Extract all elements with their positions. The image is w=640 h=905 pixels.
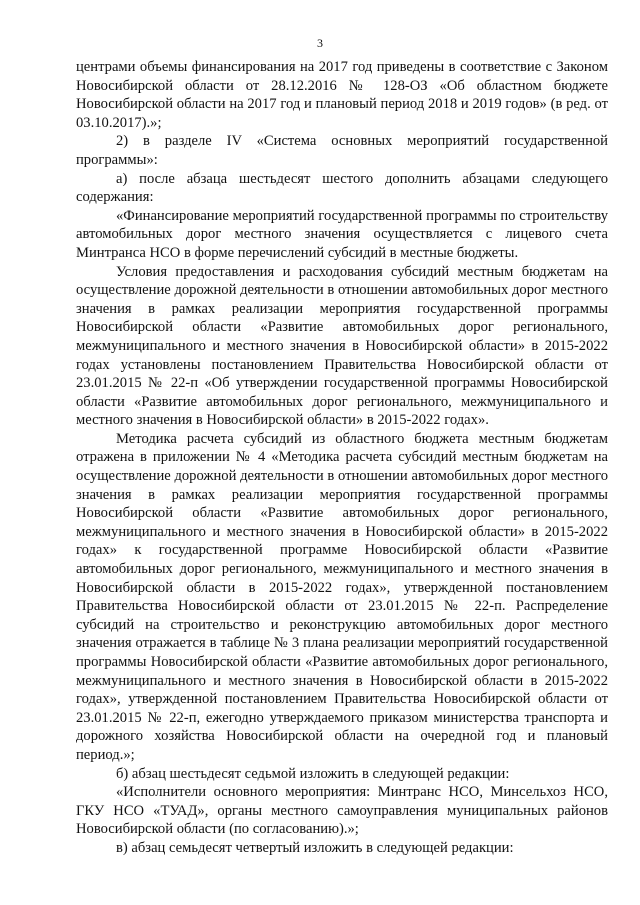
document-body [76,58,608,858]
paragraph-subsidy-conditions: Условия предоставления и расходования субсидий местным бюджетам на осуществление дорожной деятельности в отношении автомобильных дорог местного значения в рамках реализации мероприятия государственной программы Новосибирской области «Развитие автомобильных дорог регионального, межмуниципального и местного значения в Новосибирской области» в 2015-2022 годах установлены постановлением Правительства Новосибирской области от 23.01.2015 № 22-п «Об утверждении государственной программы Новосибирской области «Развитие автомобильных дорог регионального, межмуниципального и местного значения в Новосибирской области» в 2015-2022 годах». [76,263,608,429]
paragraph-continuation: центрами объемы финансирования на 2017 год приведены в соответствие с Законом Новосибирской области от 28.12.2016 № 128-ОЗ «Об областном бюджете Новосибирской области на 2017 год и плановый период 2018 и 2019 годов» (в ред. от 03.10.2017).»; [76,59,608,131]
page-number: 3 [317,36,323,50]
paragraph-item-b: б) абзац шестьдесят седьмой изложить в следующей редакции: [116,765,510,782]
paragraph-executors: «Исполнители основного мероприятия: Минтранс НСО, Минсельхоз НСО, ГКУ НСО «ТУАД», органы местного самоуправления муниципальных районов Новосибирской области (по согласованию).»; [76,784,608,838]
paragraph-financing: «Финансирование мероприятий государственной программы по строительству автомобильных дорог местного значения осуществляется с лицевого счета Минтранса НСО в форме перечислений субсидий в местные бюджеты. [76,207,608,261]
paragraph-item-v: в) абзац семьдесят четвертый изложить в следующей редакции: [116,839,514,856]
paragraph-section-iv-heading: 2) в разделе IV «Система основных мероприятий государственной программы»: [76,133,608,168]
paragraph-item-a: а) после абзаца шестьдесят шестого дополнить абзацами следующего содержания: [76,170,608,206]
paragraph-subsidy-methodology: Методика расчета субсидий из областного бюджета местным бюджетам отражена в приложении № 4 «Методика расчета субсидий местным бюджетам на осуществление дорожной деятельности в отношении автомобильных дорог местного значения в рамках реализации мероприятия государственной программы Новосибирской области «Развитие автомобильных дорог регионального, межмуниципального и местного значения в Новосибирской области» в 2015-2022 годах» к государственной программе Новосибирской области «Развитие автомобильных дорог регионального, межмуниципального и местного значения в Новосибирской области в 2015-2022 годах», утвержденной постановлением Правительства Новосибирской области от 23.01.2015 № 22-п. Распределение субсидий на строительство и реконструкцию автомобильных дорог местного значения отражается в таблице № 3 плана реализации мероприятий государственной программы Новосибирской области «Развитие автомобильных дорог регионального, межмуниципального и местного значения в Новосибирской области в 2015-2022 годах», утвержденной постановлением Правительства Новосибирской области от 23.01.2015 № 22-п, ежегодно утверждаемого приказом министерства транспорта и дорожного хозяйства Новосибирской области на очередной год и плановый период.»; [76,430,608,763]
